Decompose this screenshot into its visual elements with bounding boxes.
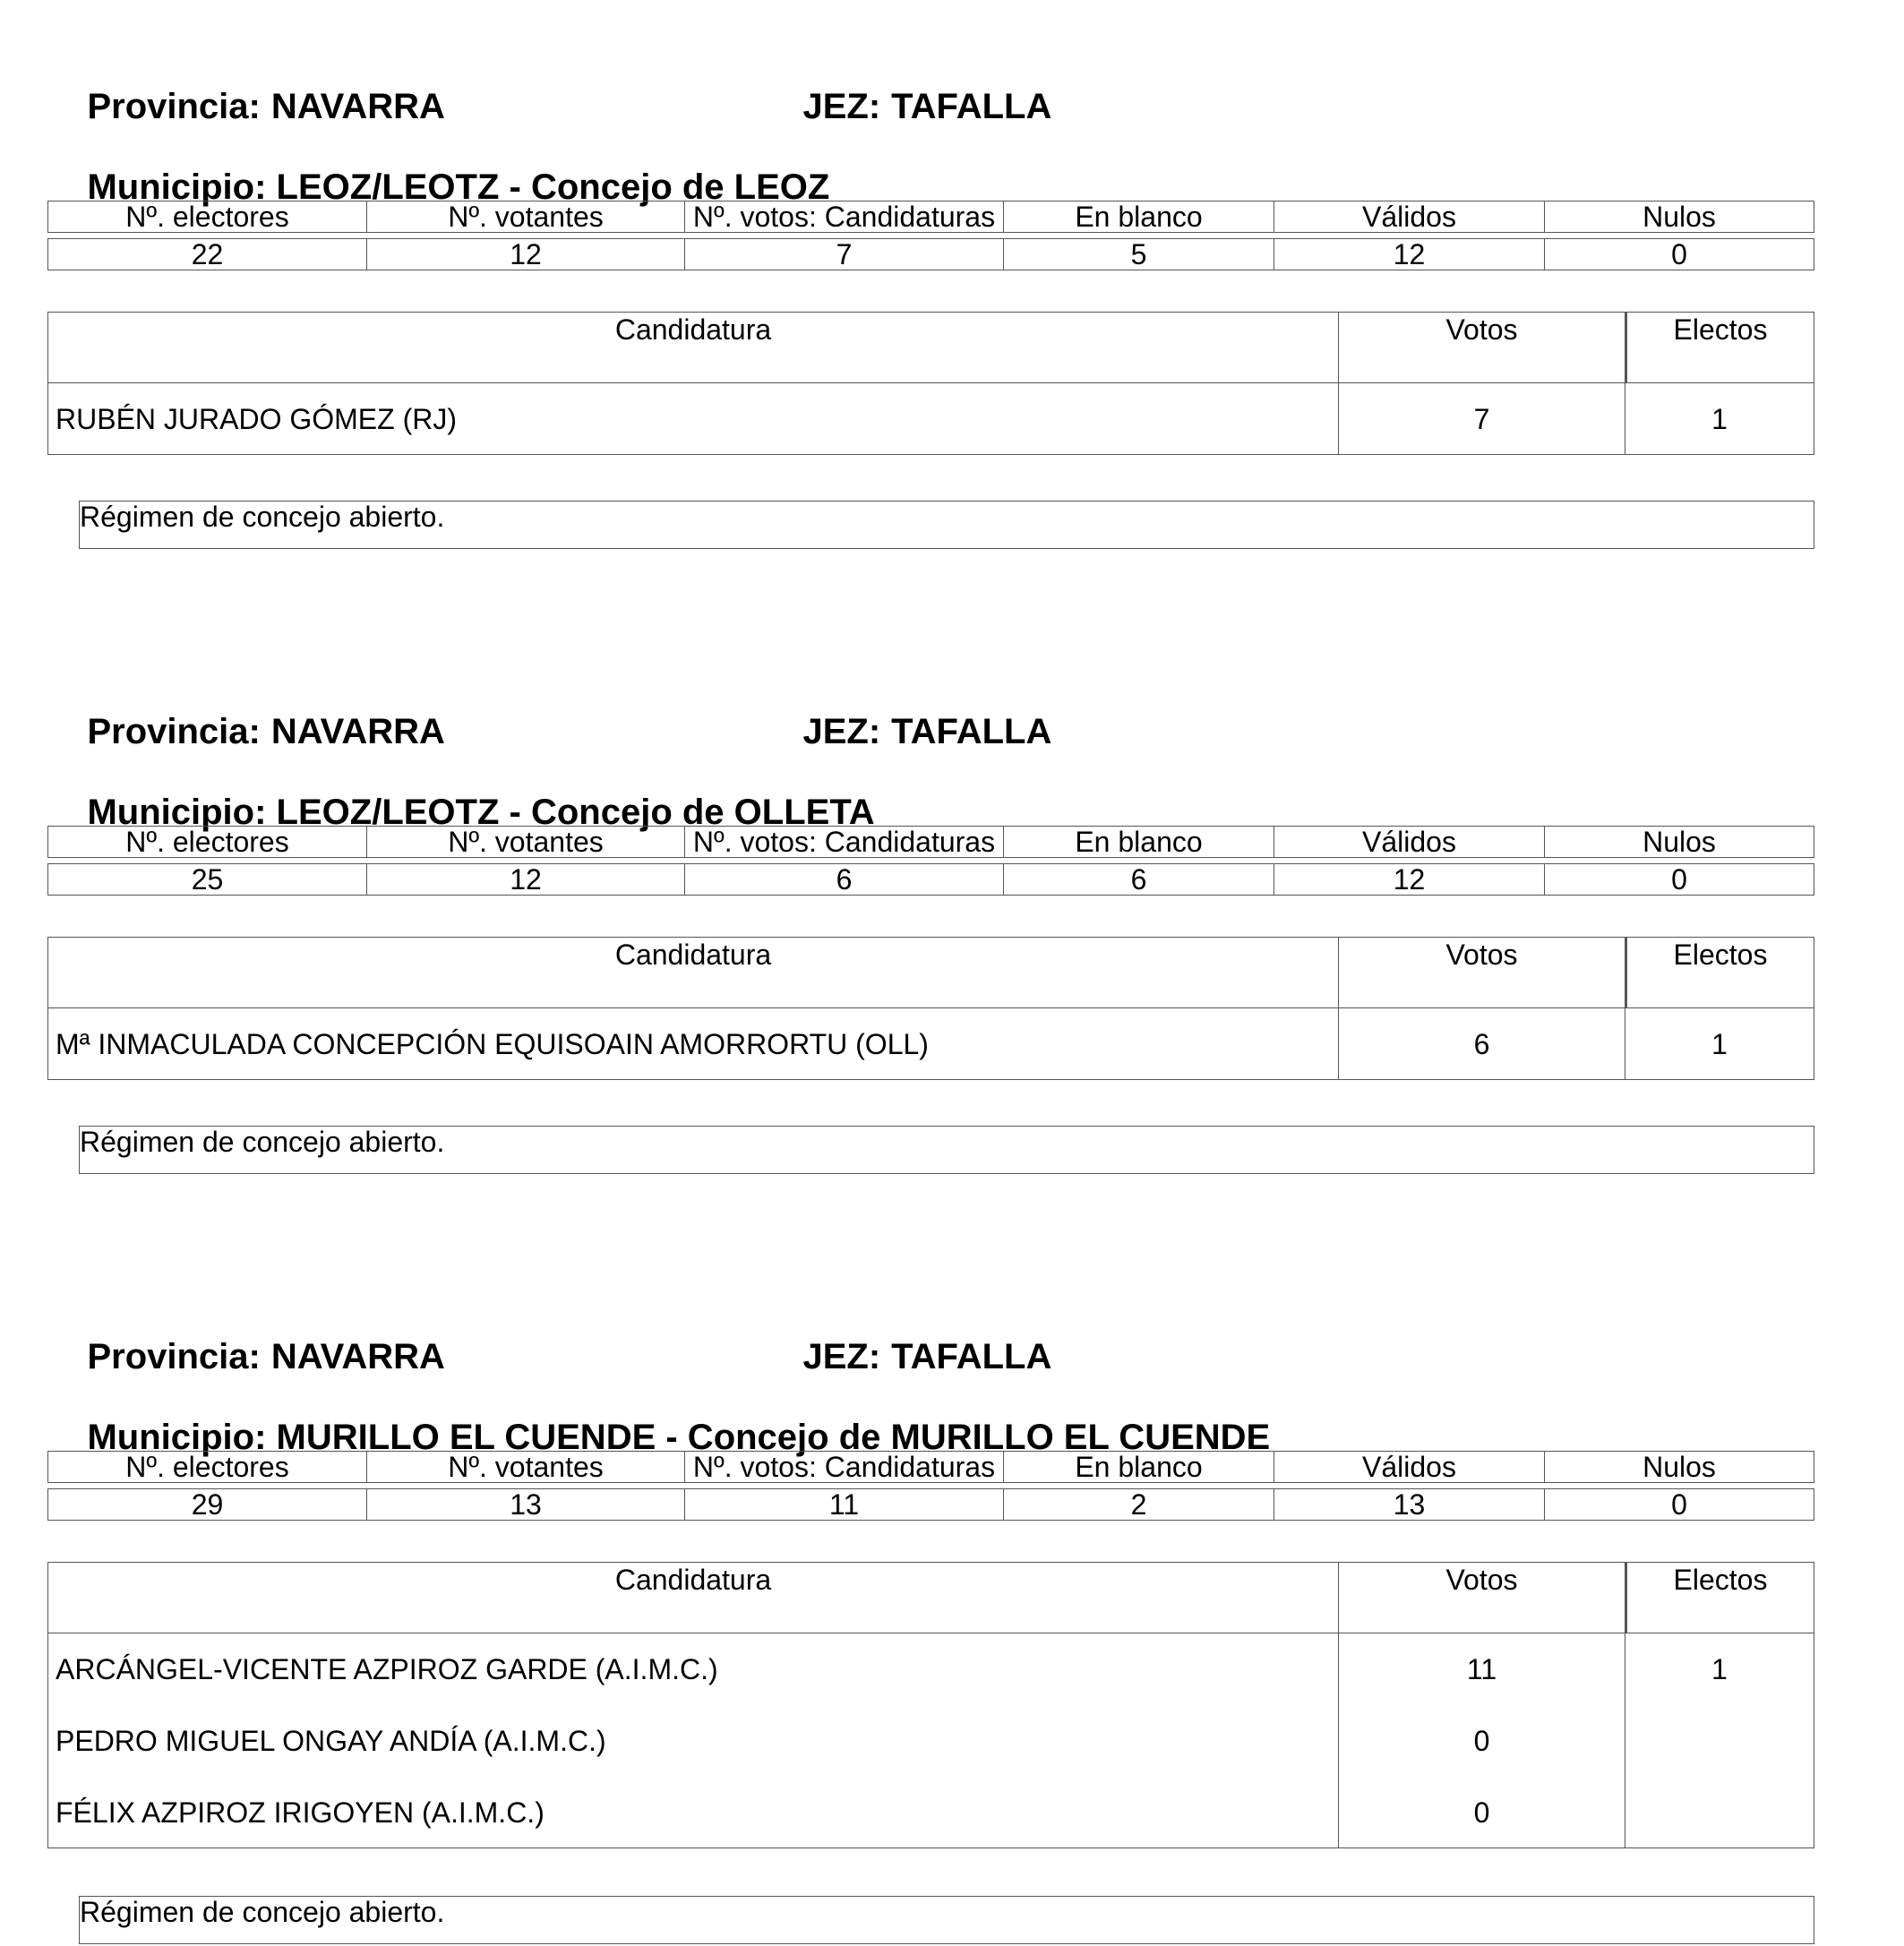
stats-header-votantes: Nº. votantes [366,201,684,232]
jez-label: JEZ: [802,712,881,751]
stats-value-row [47,1488,1814,1521]
stats-value-votos-candidaturas: 11 [684,1489,1003,1520]
candidate-row [48,1008,1814,1080]
candidate-electos: 1 [1625,1008,1814,1080]
electos-header: Electos [1625,313,1814,382]
stats-header-votos-candidaturas: Nº. votos: Candidaturas [684,827,1003,857]
provincia-label: Provincia: [87,87,261,126]
municipio-label: Municipio: [87,1418,267,1457]
candidate-row [48,1633,1814,1705]
stats-value-validos: 13 [1274,1489,1544,1520]
electos-header: Electos [1625,938,1814,1007]
candidatura-table [47,1562,1814,1848]
stats-value-electores: 25 [191,863,224,896]
jez-value: TAFALLA [891,1337,1052,1376]
candidate-electos [1625,1705,1814,1777]
provincia-label: Provincia: [87,1337,261,1376]
municipio-value: LEOZ/LEOTZ - Concejo de OLLETA [276,793,875,832]
jez-label: JEZ: [802,87,881,126]
stats-value-row [47,238,1814,270]
stats-header-validos: Válidos [1274,201,1544,232]
provincia-value: NAVARRA [270,1337,445,1376]
provincia-label: Provincia: [87,712,261,751]
stats-value-votantes: 12 [366,239,684,270]
stats-header-nulos: Nulos [1544,201,1814,232]
stats-value-votantes: 13 [366,1489,684,1520]
candidate-votos: 11 [1338,1633,1625,1705]
stats-header-row [47,201,1814,233]
stats-value-electores: 29 [191,1488,224,1521]
stats-value-en-blanco: 6 [1003,864,1274,895]
stats-value-en-blanco: 5 [1003,239,1274,270]
candidate-electos: 1 [1625,383,1814,455]
candidate-votos: 6 [1338,1008,1625,1080]
stats-header-nulos: Nulos [1544,827,1814,857]
candidatura-header-row [48,313,1814,383]
stats-header-votantes: Nº. votantes [366,827,684,857]
jez-value: TAFALLA [891,87,1052,126]
stats-value-votos-candidaturas: 6 [684,864,1003,895]
provincia-value: NAVARRA [270,712,445,751]
stats-value-votantes: 12 [366,864,684,895]
stats-header-votos-candidaturas: Nº. votos: Candidaturas [684,201,1003,232]
jez-label: JEZ: [802,1337,881,1376]
candidate-name: Mª INMACULADA CONCEPCIÓN EQUISOAIN AMORRORTU (OLL) [56,1028,929,1060]
stats-header-electores: Nº. electores [125,1451,289,1483]
stats-value-validos: 12 [1274,239,1544,270]
stats-header-en-blanco: En blanco [1003,1452,1274,1482]
candidate-electos: 1 [1625,1633,1814,1705]
stats-value-nulos: 0 [1544,239,1814,270]
stats-header-row [47,1451,1814,1483]
candidate-votos: 0 [1338,1777,1625,1848]
candidatura-header-row [48,1563,1814,1633]
candidate-name: ARCÁNGEL-VICENTE AZPIROZ GARDE (A.I.M.C.) [56,1653,718,1685]
electos-header: Electos [1625,1563,1814,1633]
candidatura-header: Candidatura [614,1564,772,1596]
concejo-section-leoz [0,0,1904,627]
stats-value-en-blanco: 2 [1003,1489,1274,1520]
stats-header-validos: Válidos [1274,1452,1544,1482]
stats-value-nulos: 0 [1544,1489,1814,1520]
candidatura-header: Candidatura [614,313,772,346]
candidate-name: RUBÉN JURADO GÓMEZ (RJ) [56,403,457,435]
candidatura-header-row [48,938,1814,1008]
regimen-note: Régimen de concejo abierto. [79,1896,1814,1944]
votos-header: Votos [1338,313,1625,382]
stats-value-nulos: 0 [1544,864,1814,895]
stats-header-electores: Nº. electores [125,201,289,233]
provincia-value: NAVARRA [270,87,445,126]
stats-header-votantes: Nº. votantes [366,1452,684,1482]
concejo-section-olleta [0,625,1904,1252]
stats-value-votos-candidaturas: 7 [684,239,1003,270]
candidatura-header: Candidatura [614,939,772,971]
candidate-votos: 0 [1338,1705,1625,1777]
candidate-name: PEDRO MIGUEL ONGAY ANDÍA (A.I.M.C.) [56,1725,606,1757]
municipio-value: MURILLO EL CUENDE - Concejo de MURILLO EL CUENDE [276,1418,1271,1457]
stats-header-row [47,826,1814,858]
stats-header-votos-candidaturas: Nº. votos: Candidaturas [684,1452,1003,1482]
votos-header: Votos [1338,1563,1625,1633]
municipio-label: Municipio: [87,793,267,832]
municipio-label: Municipio: [87,167,267,207]
stats-header-nulos: Nulos [1544,1452,1814,1482]
concejo-section-murillo [0,1250,1904,1946]
stats-header-electores: Nº. electores [125,826,289,858]
candidatura-table [47,312,1814,455]
stats-header-validos: Válidos [1274,827,1544,857]
candidate-name: FÉLIX AZPIROZ IRIGOYEN (A.I.M.C.) [56,1796,545,1829]
stats-header-en-blanco: En blanco [1003,827,1274,857]
regimen-note: Régimen de concejo abierto. [79,501,1814,549]
candidate-electos [1625,1777,1814,1848]
candidate-row [48,1777,1814,1848]
candidate-row [48,383,1814,455]
municipio-value: LEOZ/LEOTZ - Concejo de LEOZ [276,167,830,207]
stats-value-row [47,863,1814,896]
candidate-votos: 7 [1338,383,1625,455]
candidate-row [48,1705,1814,1777]
candidatura-table [47,937,1814,1080]
stats-value-electores: 22 [191,238,224,270]
jez-value: TAFALLA [891,712,1052,751]
regimen-note: Régimen de concejo abierto. [79,1126,1814,1174]
stats-header-en-blanco: En blanco [1003,201,1274,232]
stats-value-validos: 12 [1274,864,1544,895]
votos-header: Votos [1338,938,1625,1007]
